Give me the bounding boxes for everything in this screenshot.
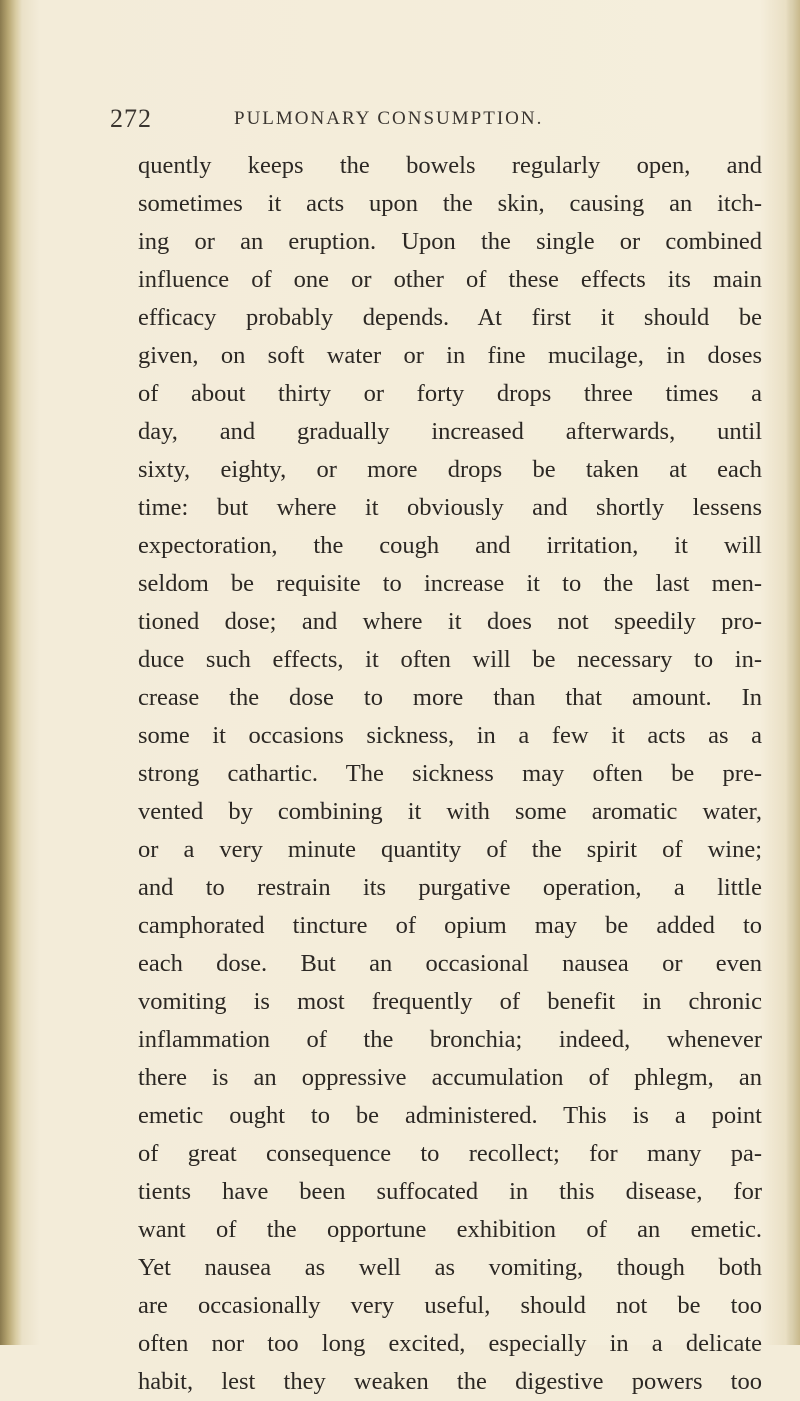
text-line: ing or an eruption. Upon the single or combined	[138, 228, 762, 255]
page-edge-shadow	[786, 0, 800, 1345]
text-line: habit, lest they weaken the digestive powers too	[138, 1368, 762, 1395]
text-line: given, on soft water or in fine mucilage, in doses	[138, 342, 762, 369]
text-line: vented by combining it with some aromatic water,	[138, 798, 762, 825]
text-line: and to restrain its purgative operation, a little	[138, 874, 762, 901]
text-line: tients have been suffocated in this disease, for	[138, 1178, 762, 1205]
text-line: or a very minute quantity of the spirit of wine;	[138, 836, 762, 863]
text-line: strong cathartic. The sickness may often be pre-	[138, 760, 762, 787]
text-line: time: but where it obviously and shortly lessens	[138, 494, 762, 521]
text-line: crease the dose to more than that amount. In	[138, 684, 762, 711]
text-line: efficacy probably depends. At first it should be	[138, 304, 762, 331]
text-line: day, and gradually increased afterwards, until	[138, 418, 762, 445]
text-line: vomiting is most frequently of benefit in chronic	[138, 988, 762, 1015]
running-title: PULMONARY CONSUMPTION.	[234, 108, 544, 129]
body-text	[138, 147, 762, 1401]
text-line: sometimes it acts upon the skin, causing an itch-	[138, 190, 762, 217]
text-line: some it occasions sickness, in a few it acts as a	[138, 722, 762, 749]
text-line: expectoration, the cough and irritation, it will	[138, 532, 762, 559]
text-line: camphorated tincture of opium may be added to	[138, 912, 762, 939]
text-line: quently keeps the bowels regularly open, and	[138, 152, 762, 179]
text-line: of great consequence to recollect; for many pa-	[138, 1140, 762, 1167]
text-line: seldom be requisite to increase it to the last men-	[138, 570, 762, 597]
text-line: often nor too long excited, especially in a delicate	[138, 1330, 762, 1357]
text-line: there is an oppressive accumulation of phlegm, an	[138, 1064, 762, 1091]
text-line: emetic ought to be administered. This is a point	[138, 1102, 762, 1129]
text-line: duce such effects, it often will be necessary to in-	[138, 646, 762, 673]
text-line: Yet nausea as well as vomiting, though both	[138, 1254, 762, 1281]
running-head	[110, 104, 760, 138]
text-line: sixty, eighty, or more drops be taken at each	[138, 456, 762, 483]
text-line: influence of one or other of these effects its main	[138, 266, 762, 293]
text-line: tioned dose; and where it does not speedily pro-	[138, 608, 762, 635]
text-line: want of the opportune exhibition of an emetic.	[138, 1216, 762, 1243]
text-line: each dose. But an occasional nausea or even	[138, 950, 762, 977]
text-line: inflammation of the bronchia; indeed, whenever	[138, 1026, 762, 1053]
page-gutter-shadow	[0, 0, 22, 1345]
page-number: 272	[110, 104, 152, 133]
text-line: of about thirty or forty drops three times a	[138, 380, 762, 407]
text-line: are occasionally very useful, should not be too	[138, 1292, 762, 1319]
